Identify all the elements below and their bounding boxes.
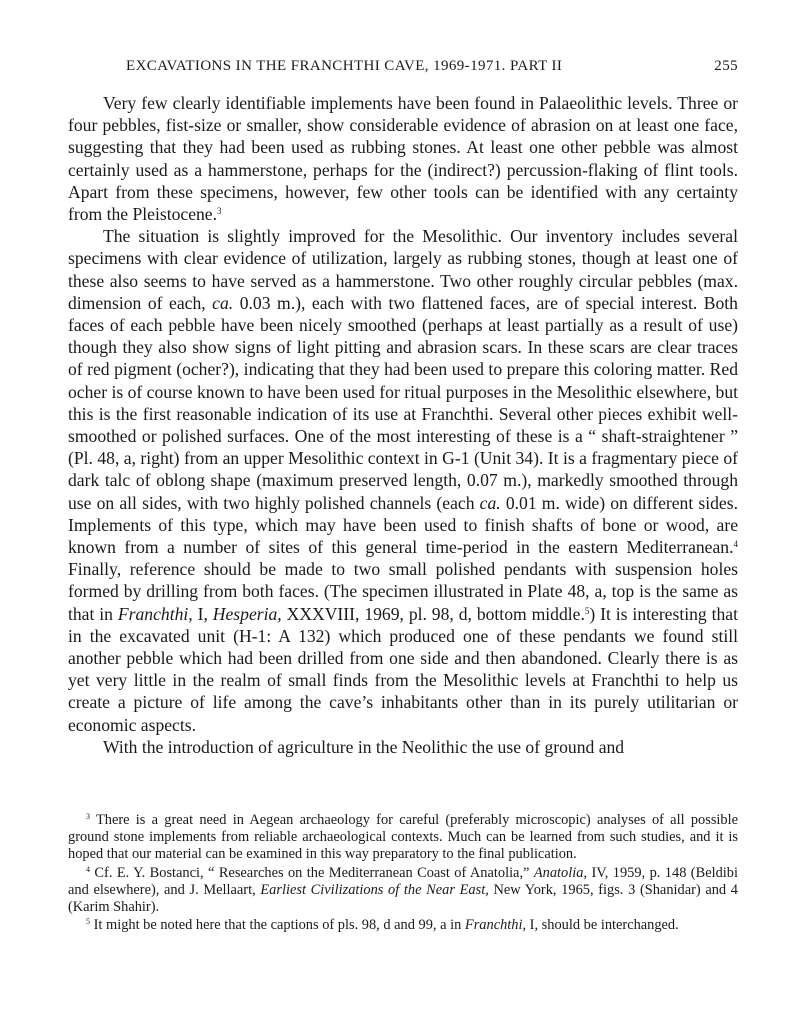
paragraph-text: With the introduction of agriculture in the Neolithic the use of ground and (103, 736, 625, 757)
footnote-number: 5 (86, 917, 90, 927)
paragraph-neolithic (68, 736, 738, 758)
italic-book-title: Earliest Civilizations of the Near East, (260, 881, 489, 898)
footnote-text: IV, 1959, p. 148 (Beldibi and elsewhere), and J. Mellaart, (68, 864, 738, 898)
footnote-ref-5[interactable]: 5 (584, 605, 590, 616)
paragraph-palaeolithic (68, 92, 738, 225)
paragraph-text: 0.03 m.), each with two flattened faces, are of special interest. Both faces of each pebble have been nicely smoothed (perhaps at least partially as a result of use) though they also show signs of light pitting and abrasion scars. In these scars are clear traces of red pigment (ocher?), indicating that they had been used to prepare this coloring matter. Red ocher is of course known to have been used for ritual purposes in the Mesolithic elsewhere, but this is the first reasonable indication of its use at Franchthi. Several other pieces exhibit well-smoothed or polished surfaces. One of the most interesting of these is a “ shaft-straightener ” (Pl. 48, a, right) from an upper Mesolithic context in G-1 (Unit 34). It is a fragmentary piece of dark talc of oblong shape (maximum preserved length, 0.07 m.), markedly smoothed through use on all sides, with two highly polished channels (each (68, 292, 738, 513)
footnote-ref-4[interactable]: 4 (733, 539, 738, 550)
italic-ca: ca. (479, 492, 501, 513)
footnote-text: There is a great need in Aegean archaeology for careful (preferably microscopic) analyses of all possible ground stone implements from reliable archaeological contexts. Much can be learned from such studies, and it is hoped that our material can be examined in this way preparatory to the final publication. (68, 812, 738, 863)
footnotes (68, 812, 738, 935)
footnote-ref-3[interactable]: 3 (217, 206, 222, 217)
paragraph-text: Finally, reference should be made to two small polished pendants with suspension holes formed by drilling from both faces. (The specimen illustrated in Plate 48, a, top is the same as that in (68, 559, 738, 624)
italic-hesperia: Hesperia, (212, 603, 282, 624)
paragraph-text: XXXVIII, 1969, pl. 98, d, bottom middle. (286, 603, 585, 624)
italic-anatolia: Anatolia, (533, 864, 588, 881)
footnote-number: 3 (86, 812, 90, 821)
italic-franchthi: Franchthi, (464, 917, 527, 934)
footnote-number: 4 (86, 864, 90, 874)
body-text (68, 92, 738, 758)
footnote-text: New York, 1965, figs. 3 (Shanidar) and 4 (Karim Shahir). (68, 881, 738, 916)
paragraph-text: I, (197, 603, 208, 624)
running-title: EXCAVATIONS IN THE FRANCHTHI CAVE, 1969-1971. PART II (126, 58, 563, 74)
paragraph-text: ) It is interesting that in the excavated unit (H-1: A 132) which produced one of these pendants we found still another pebble which had been drilled from one side and then abandoned. Clearly there is as yet very little in the realm of small finds from the Mesolithic levels at Franchthi to help us create a picture of life among the cave’s inhabitants other than in its purely utilitarian or economic aspects. (68, 603, 738, 735)
footnote-3 (68, 812, 738, 864)
paragraph-text: The situation is slightly improved for the Mesolithic. Our inventory includes several specimens with clear evidence of utilization, largely as rubbing stones, though at least one of these also seems to have served as a hammerstone. Two other roughly circular pebbles (max. dimension of each, (68, 226, 738, 313)
footnote-5 (68, 917, 738, 934)
footnote-text: It might be noted here that the captions of pls. 98, d and 99, a in (93, 917, 462, 934)
paragraph-text: Very few clearly identifiable implements have been found in Palaeolithic levels. Three or four pebbles, fist-size or smaller, show considerable evidence of abrasion on at least one face, suggesting that they had been used as rubbing stones. At least one other pebble was almost certainly used as a hammerstone, perhaps for the (indirect?) percussion-flaking of flint tools. Apart from these specimens, however, few other tools can be identified with any certainty from the Pleistocene. (68, 93, 738, 225)
footnote-text: Cf. E. Y. Bostanci, “ Researches on the Mediterranean Coast of Anatolia,” (94, 864, 530, 881)
italic-ca: ca. (212, 292, 234, 313)
paragraph-mesolithic (68, 225, 738, 736)
italic-franchthi: Franchthi, (117, 603, 193, 624)
footnote-4 (68, 865, 738, 917)
paragraph-text: 0.01 m. wide) on different sides. Implements of this type, which may have been used to finish shafts of bone or wood, are known from a number of sites of this general time-period in the eastern Mediterranean. (68, 492, 738, 558)
footnote-text: I, should be interchanged. (529, 917, 679, 934)
page-number: 255 (714, 58, 738, 74)
running-header (68, 58, 738, 80)
page (68, 0, 738, 1024)
